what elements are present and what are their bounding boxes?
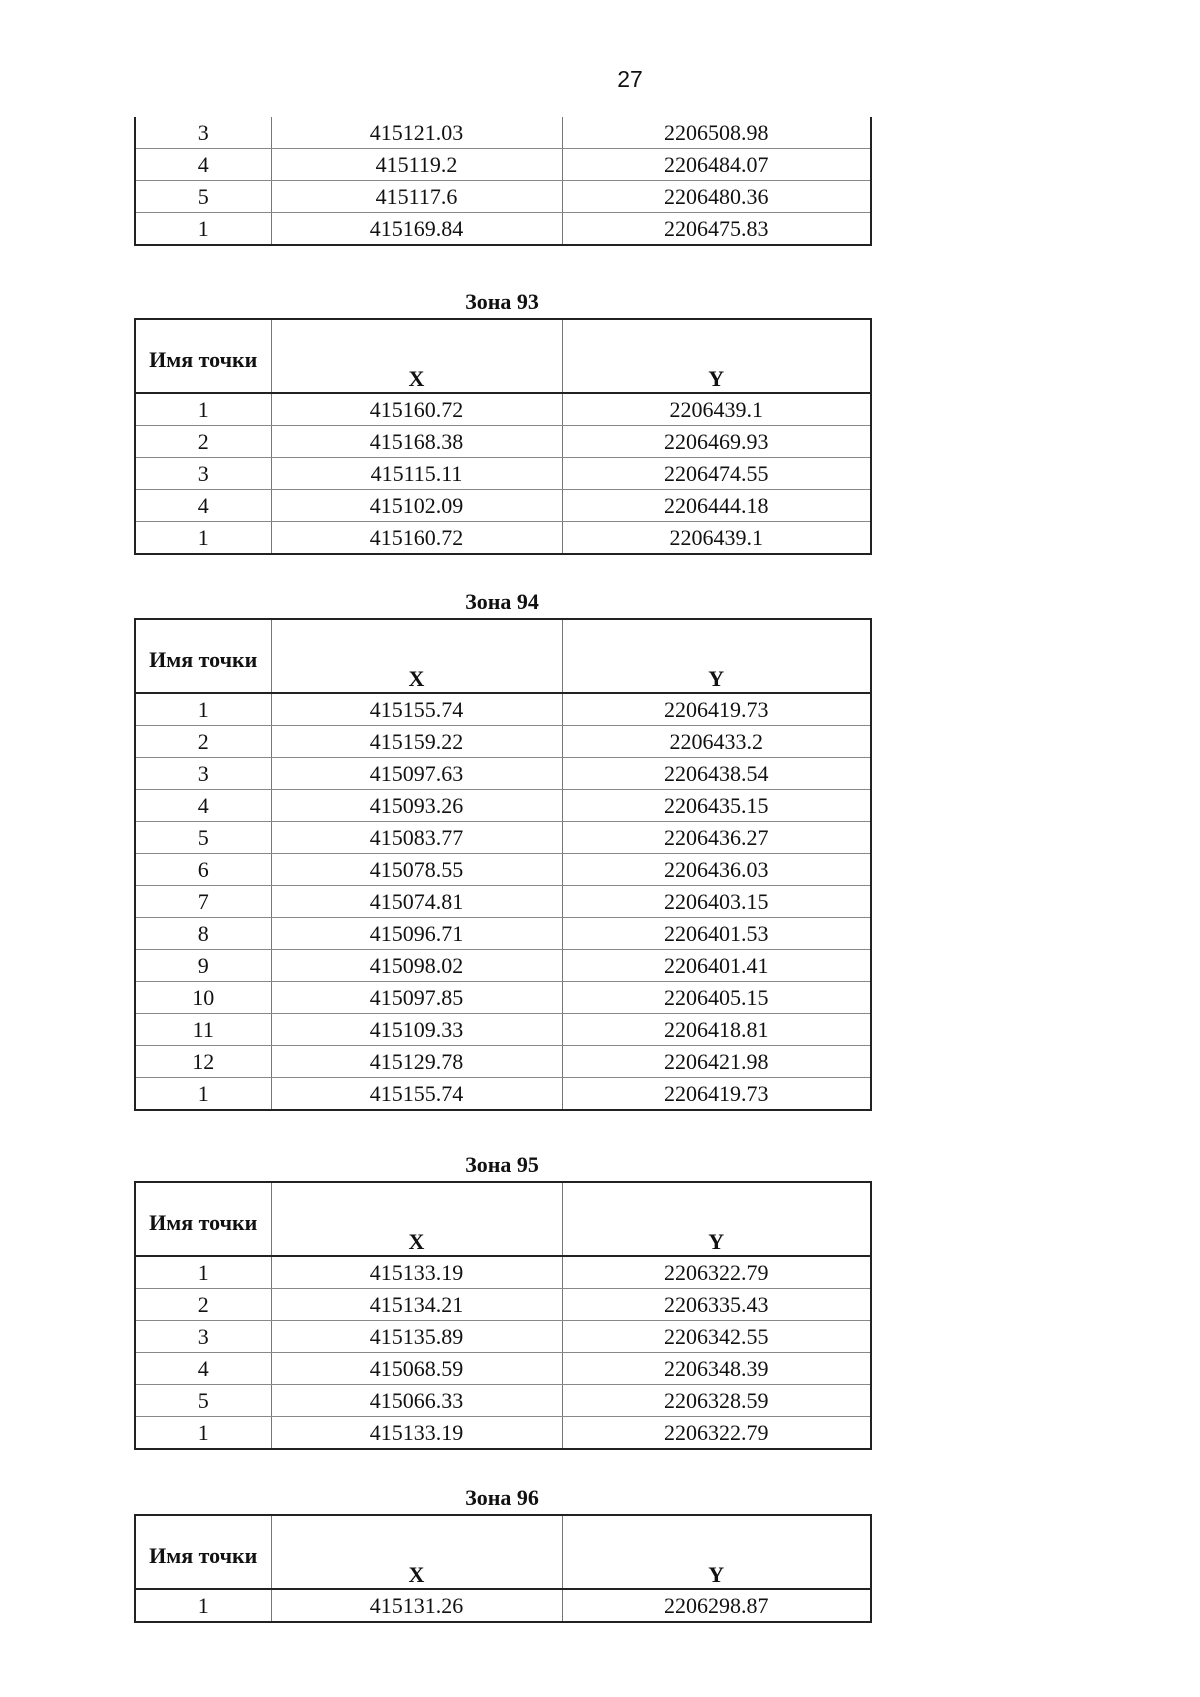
table-row: [135, 886, 871, 918]
x-coordinate-cell: 415093.26: [271, 790, 562, 822]
table-row: [135, 149, 871, 181]
y-coordinate-cell: 2206419.73: [562, 693, 871, 726]
table-row: [135, 117, 871, 149]
x-coordinate-cell: 415119.2: [271, 149, 562, 181]
x-coordinate-cell: 415129.78: [271, 1046, 562, 1078]
point-name-cell: 1: [135, 213, 271, 246]
y-header: Y: [562, 319, 871, 393]
point-name-cell: 1: [135, 693, 271, 726]
table-row: [135, 1046, 871, 1078]
table-row: [135, 490, 871, 522]
table-row: [135, 822, 871, 854]
x-coordinate-cell: 415097.63: [271, 758, 562, 790]
y-coordinate-cell: 2206444.18: [562, 490, 871, 522]
point-name-cell: 12: [135, 1046, 271, 1078]
point-name-header: Имя точки: [135, 319, 271, 393]
point-name-cell: 3: [135, 117, 271, 149]
table-row: [135, 1417, 871, 1450]
x-coordinate-cell: 415131.26: [271, 1589, 562, 1622]
point-name-cell: 1: [135, 1417, 271, 1450]
table-header-row: [135, 319, 871, 393]
point-name-cell: 4: [135, 1353, 271, 1385]
x-coordinate-cell: 415155.74: [271, 693, 562, 726]
y-header: Y: [562, 1515, 871, 1589]
y-header: Y: [562, 619, 871, 693]
point-name-cell: 5: [135, 1385, 271, 1417]
zone-title: Зона 94: [465, 589, 539, 614]
table-row: [135, 1385, 871, 1417]
x-coordinate-cell: 415169.84: [271, 213, 562, 246]
y-coordinate-cell: 2206436.27: [562, 822, 871, 854]
y-coordinate-cell: 2206484.07: [562, 149, 871, 181]
y-coordinate-cell: 2206436.03: [562, 854, 871, 886]
x-header: X: [271, 619, 562, 693]
x-coordinate-cell: 415159.22: [271, 726, 562, 758]
zone-title: Зона 95: [465, 1152, 539, 1177]
table-header-row: [135, 1515, 871, 1589]
x-coordinate-cell: 415168.38: [271, 426, 562, 458]
point-name-cell: 3: [135, 1321, 271, 1353]
y-coordinate-cell: 2206401.41: [562, 950, 871, 982]
y-coordinate-cell: 2206418.81: [562, 1014, 871, 1046]
y-coordinate-cell: 2206405.15: [562, 982, 871, 1014]
table-row: [135, 1014, 871, 1046]
point-name-cell: 8: [135, 918, 271, 950]
y-coordinate-cell: 2206328.59: [562, 1385, 871, 1417]
point-name-cell: 7: [135, 886, 271, 918]
table-row: [135, 1321, 871, 1353]
x-coordinate-cell: 415078.55: [271, 854, 562, 886]
zone-93-table: [134, 318, 872, 555]
x-coordinate-cell: 415117.6: [271, 181, 562, 213]
y-coordinate-cell: 2206335.43: [562, 1289, 871, 1321]
table-row: [135, 726, 871, 758]
point-name-cell: 1: [135, 1589, 271, 1622]
x-coordinate-cell: 415066.33: [271, 1385, 562, 1417]
point-name-cell: 2: [135, 426, 271, 458]
table-row: [135, 982, 871, 1014]
y-coordinate-cell: 2206475.83: [562, 213, 871, 246]
x-coordinate-cell: 415121.03: [271, 117, 562, 149]
y-coordinate-cell: 2206403.15: [562, 886, 871, 918]
x-coordinate-cell: 415083.77: [271, 822, 562, 854]
x-coordinate-cell: 415115.11: [271, 458, 562, 490]
x-coordinate-cell: 415133.19: [271, 1256, 562, 1289]
x-coordinate-cell: 415134.21: [271, 1289, 562, 1321]
point-name-cell: 2: [135, 1289, 271, 1321]
y-coordinate-cell: 2206322.79: [562, 1256, 871, 1289]
point-name-cell: 1: [135, 522, 271, 555]
point-name-header: Имя точки: [135, 1515, 271, 1589]
y-coordinate-cell: 2206342.55: [562, 1321, 871, 1353]
y-coordinate-cell: 2206439.1: [562, 393, 871, 426]
coordinates-table-continued: [134, 117, 872, 246]
point-name-cell: 5: [135, 181, 271, 213]
y-coordinate-cell: 2206474.55: [562, 458, 871, 490]
table-row: [135, 790, 871, 822]
point-name-cell: 4: [135, 490, 271, 522]
y-coordinate-cell: 2206433.2: [562, 726, 871, 758]
table-row: [135, 1353, 871, 1385]
point-name-cell: 6: [135, 854, 271, 886]
table-row: [135, 393, 871, 426]
zone-96-table: [134, 1514, 872, 1623]
table-row: [135, 213, 871, 246]
y-coordinate-cell: 2206298.87: [562, 1589, 871, 1622]
x-coordinate-cell: 415135.89: [271, 1321, 562, 1353]
table-header-row: [135, 619, 871, 693]
y-coordinate-cell: 2206421.98: [562, 1046, 871, 1078]
point-name-cell: 4: [135, 149, 271, 181]
y-coordinate-cell: 2206439.1: [562, 522, 871, 555]
x-coordinate-cell: 415155.74: [271, 1078, 562, 1111]
y-coordinate-cell: 2206480.36: [562, 181, 871, 213]
table-row: [135, 918, 871, 950]
y-coordinate-cell: 2206508.98: [562, 117, 871, 149]
point-name-cell: 3: [135, 758, 271, 790]
point-name-cell: 11: [135, 1014, 271, 1046]
x-coordinate-cell: 415068.59: [271, 1353, 562, 1385]
table-row: [135, 1289, 871, 1321]
point-name-cell: 9: [135, 950, 271, 982]
table-row: [135, 854, 871, 886]
point-name-cell: 1: [135, 1256, 271, 1289]
x-coordinate-cell: 415133.19: [271, 1417, 562, 1450]
point-name-header: Имя точки: [135, 619, 271, 693]
point-name-cell: 3: [135, 458, 271, 490]
x-header: X: [271, 319, 562, 393]
zone-95-table: [134, 1181, 872, 1450]
table-header-row: [135, 1182, 871, 1256]
zone-title: Зона 96: [465, 1485, 539, 1510]
table-row: [135, 693, 871, 726]
page-number: 27: [617, 66, 643, 92]
point-name-cell: 1: [135, 1078, 271, 1111]
table-row: [135, 1589, 871, 1622]
y-header: Y: [562, 1182, 871, 1256]
y-coordinate-cell: 2206419.73: [562, 1078, 871, 1111]
x-coordinate-cell: 415096.71: [271, 918, 562, 950]
point-name-cell: 10: [135, 982, 271, 1014]
point-name-cell: 4: [135, 790, 271, 822]
x-coordinate-cell: 415074.81: [271, 886, 562, 918]
x-header: X: [271, 1515, 562, 1589]
table-row: [135, 522, 871, 555]
table-row: [135, 1256, 871, 1289]
table-row: [135, 1078, 871, 1111]
x-coordinate-cell: 415097.85: [271, 982, 562, 1014]
point-name-cell: 2: [135, 726, 271, 758]
y-coordinate-cell: 2206322.79: [562, 1417, 871, 1450]
table-row: [135, 458, 871, 490]
x-coordinate-cell: 415160.72: [271, 522, 562, 555]
y-coordinate-cell: 2206401.53: [562, 918, 871, 950]
x-coordinate-cell: 415098.02: [271, 950, 562, 982]
y-coordinate-cell: 2206435.15: [562, 790, 871, 822]
y-coordinate-cell: 2206469.93: [562, 426, 871, 458]
x-coordinate-cell: 415109.33: [271, 1014, 562, 1046]
x-header: X: [271, 1182, 562, 1256]
table-row: [135, 426, 871, 458]
table-row: [135, 950, 871, 982]
table-row: [135, 181, 871, 213]
y-coordinate-cell: 2206438.54: [562, 758, 871, 790]
y-coordinate-cell: 2206348.39: [562, 1353, 871, 1385]
x-coordinate-cell: 415160.72: [271, 393, 562, 426]
point-name-cell: 1: [135, 393, 271, 426]
zone-94-table: [134, 618, 872, 1111]
zone-title: Зона 93: [465, 289, 539, 314]
point-name-cell: 5: [135, 822, 271, 854]
table-row: [135, 758, 871, 790]
point-name-header: Имя точки: [135, 1182, 271, 1256]
x-coordinate-cell: 415102.09: [271, 490, 562, 522]
